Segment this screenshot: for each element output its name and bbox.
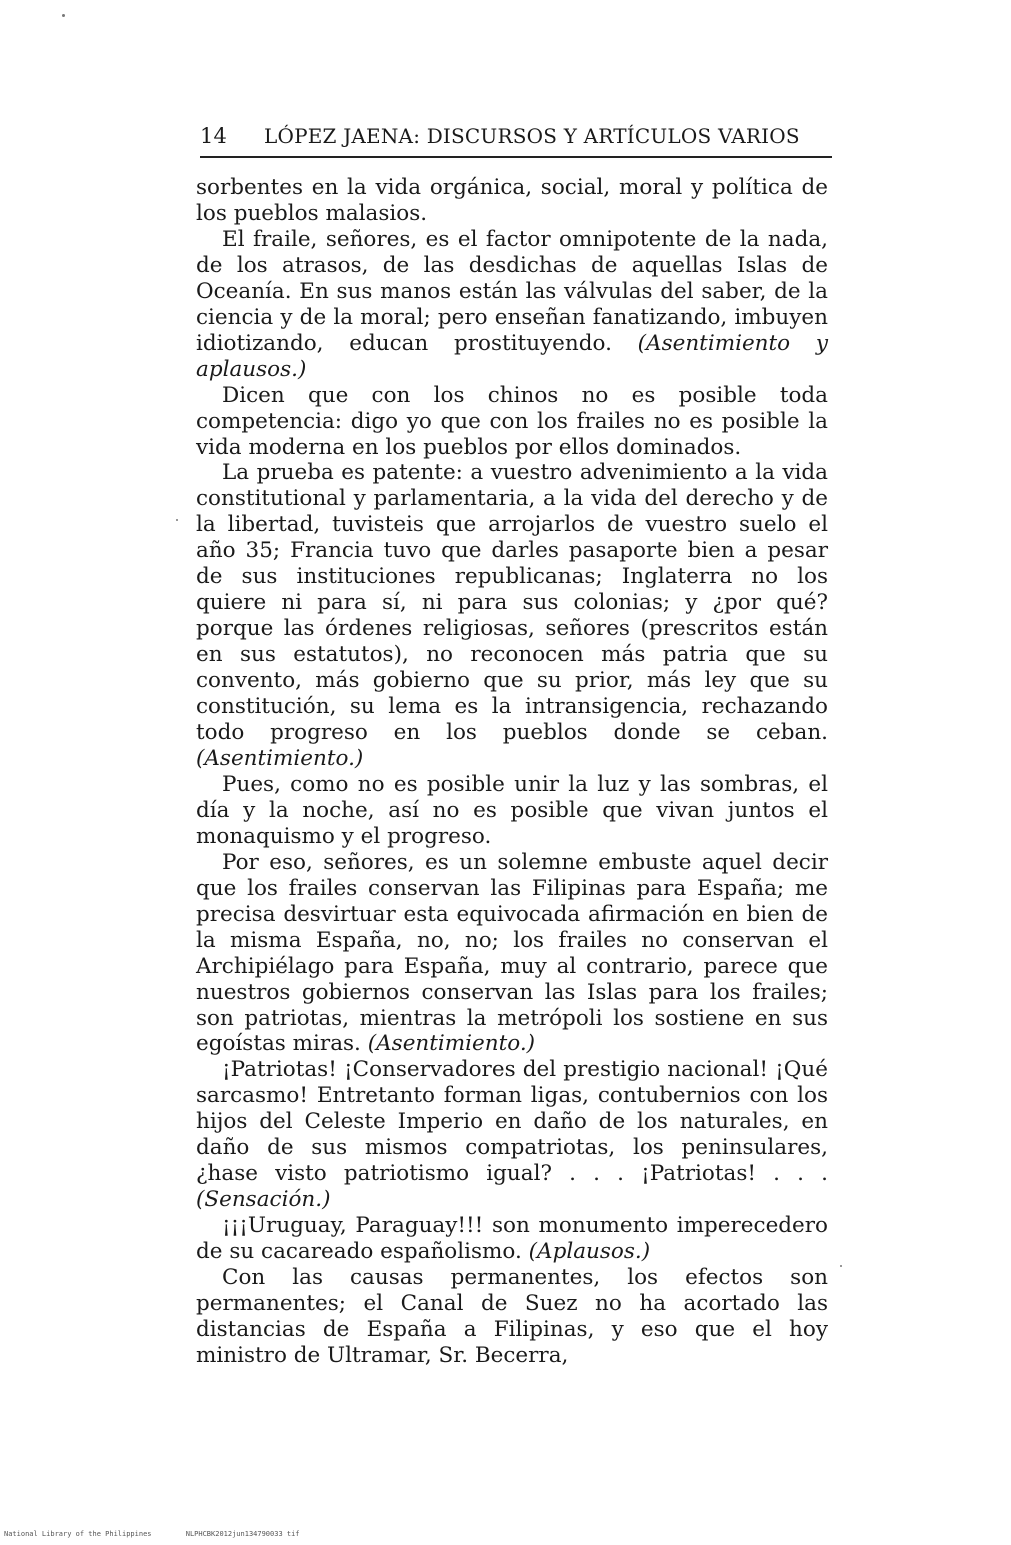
header-rule bbox=[200, 156, 832, 158]
paragraph bbox=[196, 460, 828, 771]
stage-direction: (Asentimiento.) bbox=[196, 745, 364, 771]
paragraph-text: Pues, como no es posible unir la luz y las sombras, el día y la noche, así no es posible que vivan juntos el monaquismo y el progreso. bbox=[196, 771, 828, 849]
stage-direction: (Asentimiento.) bbox=[367, 1031, 536, 1057]
paragraph-text: La prueba es patente: a vuestro advenimiento a la vida constitutional y parlamentaria, a la vida del derecho y de la libertad, tuvisteis que arrojarlos de vuestro suelo el año 35; Francia tuvo que darles pasaporte bien a pesar de sus instituciones republicanas; Inglaterra no los quiere ni para sí, ni para sus colonias; y ¿por qué? porque las órdenes religiosas, señores (prescritos están en sus estatutos), no reconocen más patria que su convento, más gobierno que su prior, más ley que su constitución, su lema es la intransigencia, rechazando todo progreso en los pueblos donde se ceban. bbox=[196, 460, 828, 746]
paragraph bbox=[196, 850, 828, 1058]
paragraph-text: ¡¡¡Uruguay, Paraguay!!! son monumento imperecedero de su cacareado españolismo. bbox=[196, 1213, 828, 1265]
scan-footer bbox=[4, 1530, 330, 1538]
scan-speck bbox=[62, 14, 65, 17]
running-header bbox=[200, 124, 830, 154]
page-number: 14 bbox=[200, 124, 228, 148]
paragraph bbox=[196, 1265, 828, 1369]
paragraph bbox=[196, 1213, 828, 1265]
scan-speck bbox=[840, 1265, 842, 1267]
paragraph-text: Por eso, señores, es un solemne embuste aquel decir que los frailes conservan las Filipinas para España; me precisa desvirtuar esta equivocada afirmación en bien de la misma España, no, no; los frailes no conservan el Archipiélago para España, muy al contrario, parece que nuestros gobiernos conservan las Islas para los frailes; son patriotas, mientras la metrópoli los sostiene en sus egoístas miras. bbox=[196, 849, 828, 1057]
running-title: LÓPEZ JAENA: DISCURSOS Y ARTÍCULOS VARIOS bbox=[264, 124, 800, 148]
paragraph bbox=[196, 772, 828, 850]
paragraph bbox=[196, 175, 828, 227]
stage-direction: (Sensación.) bbox=[196, 1187, 331, 1213]
paragraph bbox=[196, 1057, 828, 1213]
scan-speck bbox=[176, 519, 178, 521]
paragraph-text: sorbentes en la vida orgánica, social, moral y política de los pueblos malasios. bbox=[196, 175, 828, 226]
paragraph-text: El fraile, señores, es el factor omnipotente de la nada, de los atrasos, de las desdichas de aquellas Islas de Oceanía. En sus manos están las válvulas del saber, de la ciencia y de la moral; pero enseñan fanatizando, imbuyen idiotizando, educan prostituyendo. bbox=[196, 226, 828, 356]
stage-direction: (Asentimiento y aplausos.) bbox=[196, 330, 828, 382]
stage-direction: (Aplausos.) bbox=[528, 1239, 651, 1265]
paragraph bbox=[196, 383, 828, 461]
scan-file-id: NLPHCBK2012jun134790033 tif bbox=[185, 1530, 300, 1538]
paragraph-text: ¡Patriotas! ¡Conservadores del prestigio nacional! ¡Qué sarcasmo! Entretanto forman ligas, contubernios con los hijos del Celeste Imperio en daño de los naturales, en daño de sus mismos compatriotas, los peninsulares, ¿hase visto patriotismo igual? . . . ¡Patriotas! . . . bbox=[196, 1057, 828, 1187]
library-credit: National Library of the Philippines bbox=[4, 1530, 152, 1538]
body-text bbox=[196, 175, 828, 1369]
paragraph-text: Dicen que con los chinos no es posible toda competencia: digo yo que con los frailes no es posible la vida moderna en los pueblos por ellos dominados. bbox=[196, 382, 828, 460]
paragraph-text: Con las causas permanentes, los efectos son permanentes; el Canal de Suez no ha acortado las distancias de España a Filipinas, y eso que el hoy ministro de Ultramar, Sr. Becerra, bbox=[196, 1265, 828, 1368]
paragraph bbox=[196, 227, 828, 383]
